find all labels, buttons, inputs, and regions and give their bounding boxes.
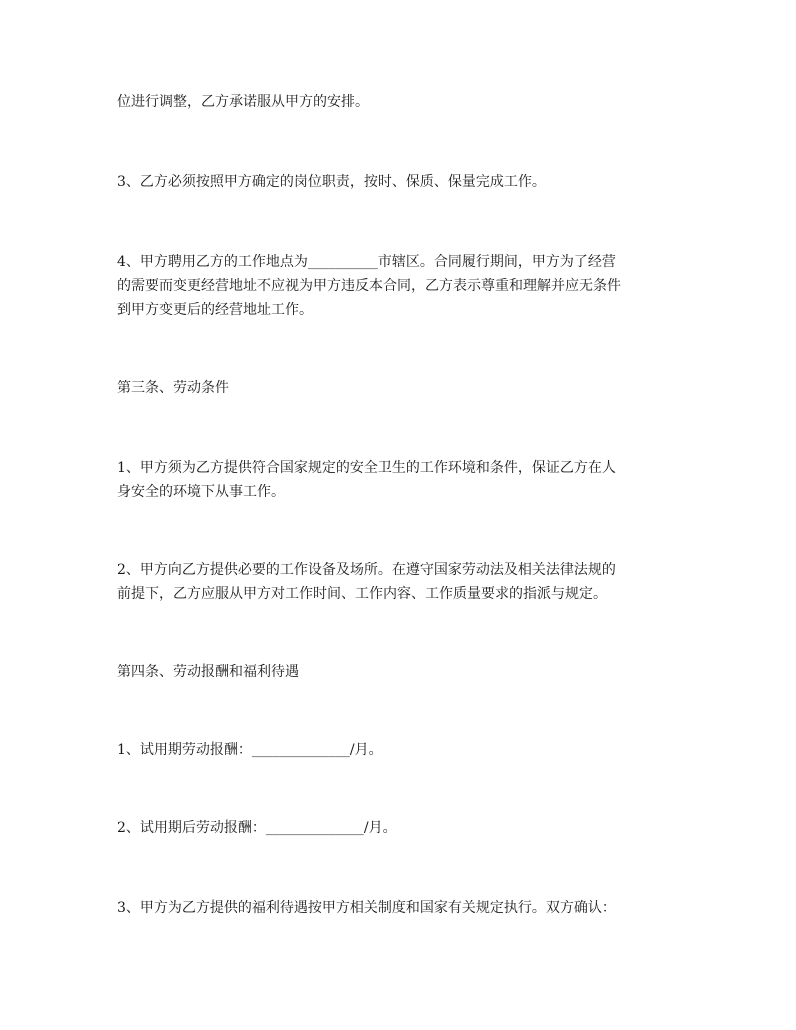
section-heading-3: 第三条、劳动条件 bbox=[117, 380, 229, 396]
clause-2-4-line-1: 4、甲方聘用乙方的工作地点为__________市辖区。合同履行期间，甲方为了经营 bbox=[117, 254, 616, 270]
clause-3-1-line-2: 身安全的环境下从事工作。 bbox=[117, 484, 285, 500]
clause-2-3: 3、乙方必须按照甲方确定的岗位职责，按时、保质、保量完成工作。 bbox=[117, 174, 546, 190]
clause-3-2-line-1: 2、甲方向乙方提供必要的工作设备及场所。在遵守国家劳动法及相关法律法规的 bbox=[117, 562, 616, 578]
clause-3-1-line-1: 1、甲方须为乙方提供符合国家规定的安全卫生的工作环境和条件，保证乙方在人 bbox=[117, 460, 616, 476]
clause-2-4-line-3: 到甲方变更后的经营地址工作。 bbox=[117, 302, 313, 318]
clause-4-2: 2、试用期后劳动报酬：______________/月。 bbox=[117, 820, 397, 836]
section-heading-4: 第四条、劳动报酬和福利待遇 bbox=[117, 664, 299, 680]
clause-4-3: 3、甲方为乙方提供的福利待遇按甲方相关制度和国家有关规定执行。双方确认： bbox=[117, 900, 616, 916]
paragraph-line: 位进行调整，乙方承诺服从甲方的安排。 bbox=[117, 94, 369, 110]
clause-2-4-line-2: 的需要而变更经营地址不应视为甲方违反本合同，乙方表示尊重和理解并应无条件 bbox=[117, 278, 621, 294]
clause-4-1: 1、试用期劳动报酬：______________/月。 bbox=[117, 742, 383, 758]
clause-3-2-line-2: 前提下，乙方应服从甲方对工作时间、工作内容、工作质量要求的指派与规定。 bbox=[117, 586, 607, 602]
